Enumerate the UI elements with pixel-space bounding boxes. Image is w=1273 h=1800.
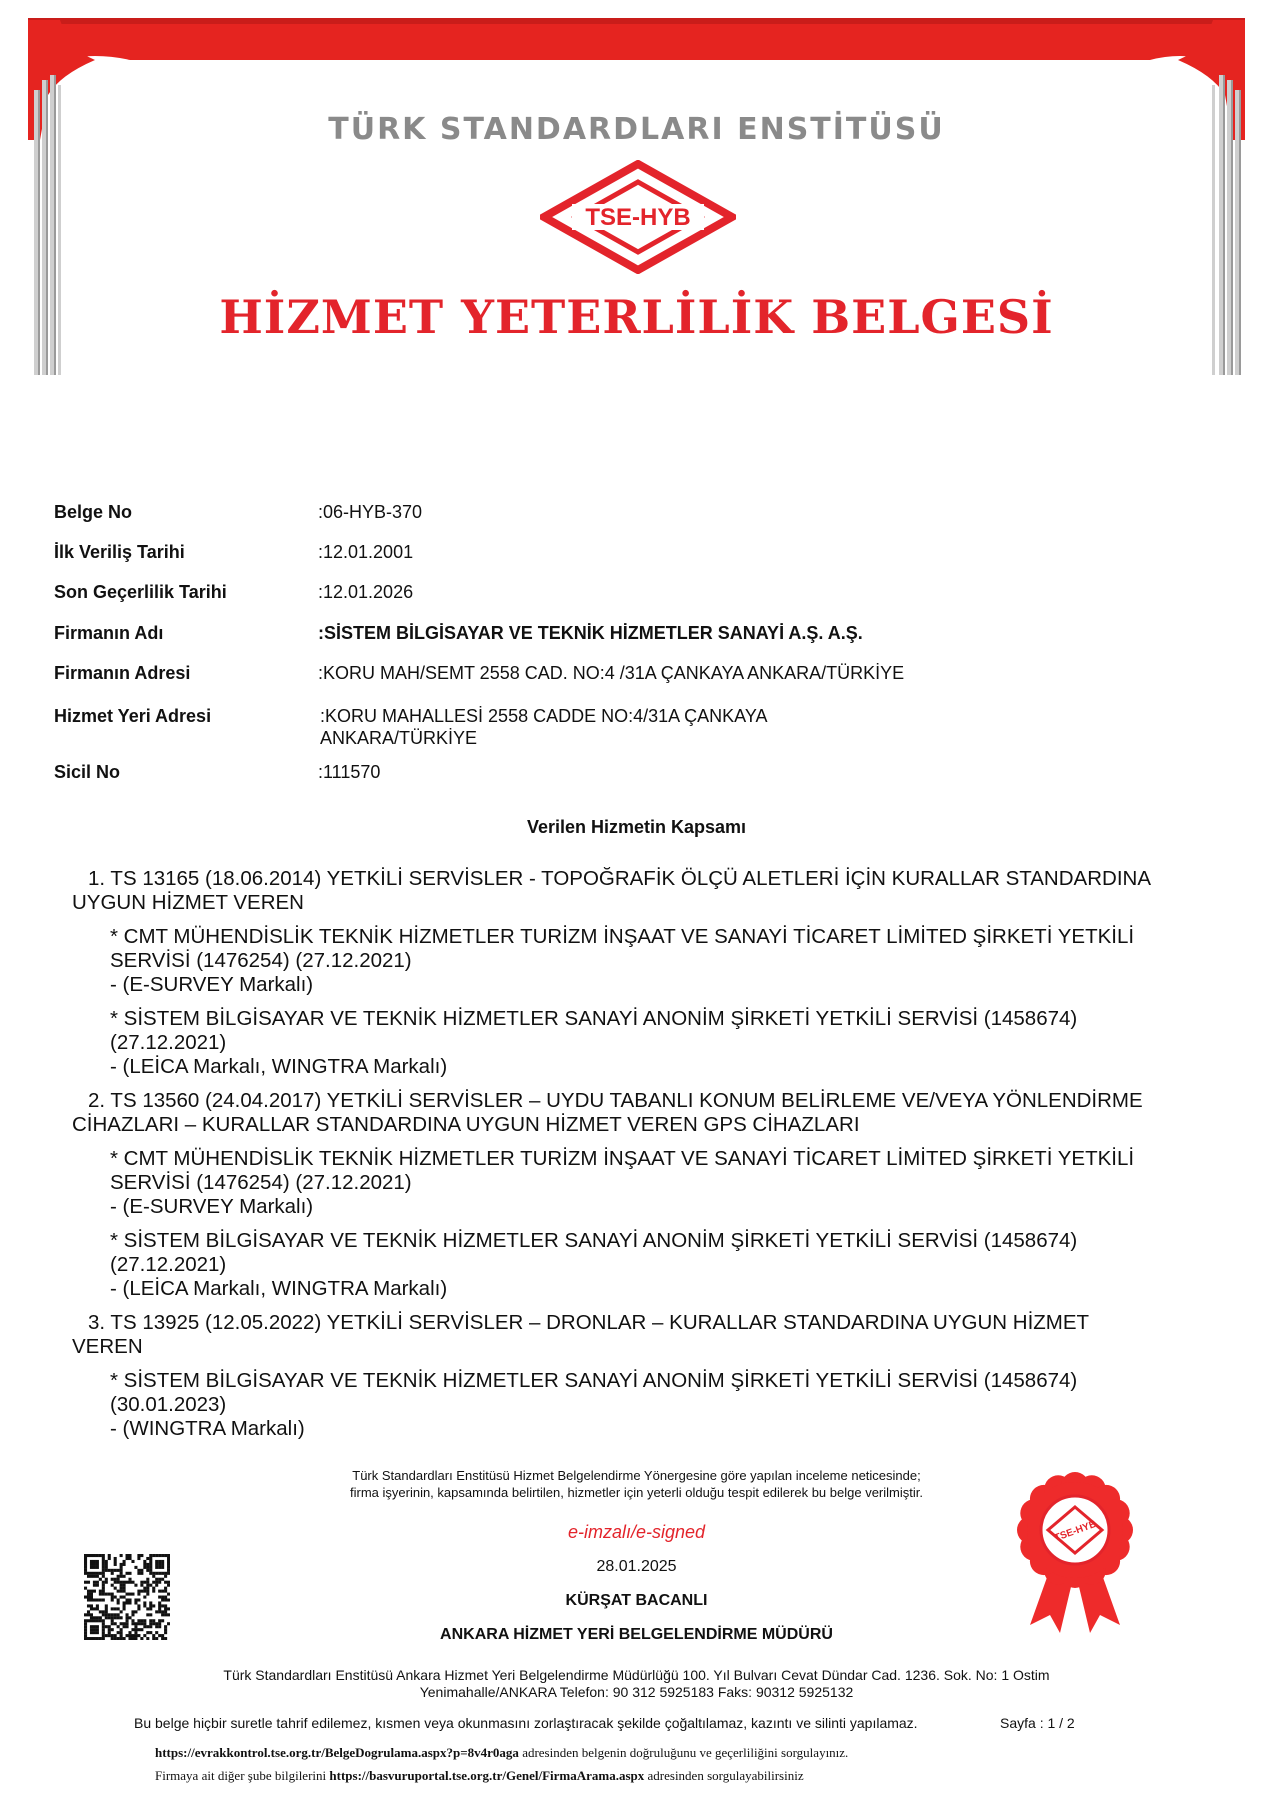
svg-text:TSE-HYB: TSE-HYB: [1053, 1518, 1099, 1545]
scope-sub-item: [110, 1007, 1162, 1079]
scope-sub-item: [110, 1369, 1162, 1441]
sub-item-line: * SİSTEM BİLGİSAYAR VE TEKNİK HİZMETLER SANAYİ ANONİM ŞİRKETİ YETKİLİ SERVİSİ (1458674) (30.01.2023): [110, 1369, 1078, 1416]
info-value: :12.01.2001: [318, 542, 414, 562]
verification-line: [155, 1745, 1155, 1761]
page-number: Sayfa : 1 / 2: [1000, 1715, 1075, 1731]
signer-title: ANKARA HİZMET YERİ BELGELENDİRME MÜDÜRÜ: [440, 1626, 833, 1643]
institute-address: [0, 1667, 1273, 1701]
branch-link[interactable]: https://basvuruportal.tse.org.tr/Genel/FirmaArama.aspx: [329, 1768, 645, 1783]
statement-line: Türk Standardları Enstitüsü Hizmet Belgelendirme Yönergesine göre yapılan inceleme neticesinde;: [352, 1468, 921, 1483]
sub-item-brand: - (WINGTRA Markalı): [110, 1417, 305, 1440]
branch-info-line: [155, 1768, 1155, 1784]
branch-prefix: Firmaya ait diğer şube bilgilerini: [155, 1768, 330, 1783]
qr-code-icon[interactable]: [84, 1554, 170, 1640]
branch-suffix: adresinden sorgulayabilirsiniz: [644, 1768, 804, 1783]
sub-item-brand: - (E-SURVEY Markalı): [110, 973, 314, 996]
info-label: Son Geçerlilik Tarihi: [54, 582, 227, 602]
scope-title: Verilen Hizmetin Kapsamı: [526, 817, 747, 837]
scope-sub-item: [110, 1229, 1162, 1301]
info-label: Belge No: [54, 502, 133, 522]
info-value: :KORU MAH/SEMT 2558 CAD. NO:4 /31A ÇANKAYA ANKARA/TÜRKİYE: [318, 663, 905, 683]
sub-item-brand: - (LEİCA Markalı, WINGTRA Markalı): [110, 1055, 448, 1078]
sub-item-brand: - (E-SURVEY Markalı): [110, 1195, 314, 1218]
info-label: Hizmet Yeri Adresi: [54, 706, 212, 726]
institute-name: TÜRK STANDARDLARI ENSTİTÜSÜ: [328, 112, 945, 147]
sub-item-brand: - (LEİCA Markalı, WINGTRA Markalı): [110, 1277, 448, 1300]
sub-item-line: * CMT MÜHENDİSLİK TEKNİK HİZMETLER TURİZM İNŞAAT VE SANAYİ TİCARET LİMİTED ŞİRKETİ YETKİLİ SERVİSİ (1476254) (27.12.2021): [110, 1147, 1135, 1194]
scope-sub-item: [110, 925, 1162, 997]
scope-item-title: 1. TS 13165 (18.06.2014) YETKİLİ SERVİSLER - TOPOĞRAFİK ÖLÇÜ ALETLERİ İÇİN KURALLAR STANDARDINA UYGUN HİZMET VEREN: [72, 867, 1150, 914]
info-label: Sicil No: [54, 762, 121, 782]
e-signed-label: e-imzalı/e-signed: [567, 1522, 706, 1542]
rosette-seal-icon: [1010, 1465, 1140, 1635]
sub-item-line: * SİSTEM BİLGİSAYAR VE TEKNİK HİZMETLER SANAYİ ANONİM ŞİRKETİ YETKİLİ SERVİSİ (1458674) (27.12.2021): [110, 1229, 1078, 1276]
info-value: :KORU MAHALLESİ 2558 CADDE NO:4/31A ÇANKAYA ANKARA/TÜRKİYE: [320, 706, 767, 748]
scope-item-title: 3. TS 13925 (12.05.2022) YETKİLİ SERVİSLER – DRONLAR – KURALLAR STANDARDINA UYGUN HİZMET VEREN: [72, 1311, 1089, 1358]
scope-item-title: 2. TS 13560 (24.04.2017) YETKİLİ SERVİSLER – UYDU TABANLI KONUM BELİRLEME VE/VEYA YÖNLENDİRME CİHAZLARI – KURALLAR STANDARDINA UYGUN HİZMET VEREN GPS CİHAZLARI: [72, 1089, 1143, 1136]
scope-list: [72, 867, 1162, 1451]
info-label: Firmanın Adı: [54, 623, 164, 643]
signer-name: KÜRŞAT BACANLI: [565, 1592, 708, 1609]
scope-item: [72, 1311, 1162, 1441]
info-value: :111570: [318, 762, 381, 782]
tamper-warning: Bu belge hiçbir suretle tahrif edilemez, kısmen veya okunmasını zorlaştıracak şekilde çoğaltılamaz, kazıntı ve silinti yapılamaz.: [134, 1715, 918, 1731]
address-line: Türk Standardları Enstitüsü Ankara Hizmet Yeri Belgelendirme Müdürlüğü 100. Yıl Bulvarı Cevat Dündar Cad. 1236. Sok. No: 1 Ostim: [223, 1667, 1050, 1683]
verification-text: adresinden belgenin doğruluğunu ve geçerliliğini sorgulayınız.: [518, 1745, 849, 1760]
sub-item-line: * CMT MÜHENDİSLİK TEKNİK HİZMETLER TURİZM İNŞAAT VE SANAYİ TİCARET LİMİTED ŞİRKETİ YETKİLİ SERVİSİ (1476254) (27.12.2021): [110, 925, 1135, 972]
tse-hyb-logo: [540, 160, 736, 274]
svg-text:TSE-HYB: TSE-HYB: [585, 204, 691, 231]
info-value: :SİSTEM BİLGİSAYAR VE TEKNİK HİZMETLER SANAYİ A.Ş. A.Ş.: [318, 623, 863, 643]
info-label: İlk Veriliş Tarihi: [54, 542, 185, 562]
scope-item: [72, 1089, 1162, 1301]
address-line: Yenimahalle/ANKARA Telefon: 90 312 5925183 Faks: 90312 5925132: [419, 1684, 854, 1700]
statement-line: firma işyerinin, kapsamında belirtilen, hizmetler için yeterli olduğu tespit edilerek bu belge verilmiştir.: [350, 1485, 923, 1500]
info-value: :12.01.2026: [318, 582, 414, 602]
certificate-title: HİZMET YETERLİLİK BELGESİ: [219, 290, 1054, 344]
verification-link[interactable]: https://evrakkontrol.tse.org.tr/BelgeDogrulama.aspx?p=8v4r0aga: [155, 1745, 519, 1760]
info-label: Firmanın Adresi: [54, 663, 191, 683]
signature-date: 28.01.2025: [596, 1558, 677, 1575]
info-value: :06-HYB-370: [318, 502, 423, 522]
scope-sub-item: [110, 1147, 1162, 1219]
scope-item: [72, 867, 1162, 1079]
sub-item-line: * SİSTEM BİLGİSAYAR VE TEKNİK HİZMETLER SANAYİ ANONİM ŞİRKETİ YETKİLİ SERVİSİ (1458674) (27.12.2021): [110, 1007, 1078, 1054]
